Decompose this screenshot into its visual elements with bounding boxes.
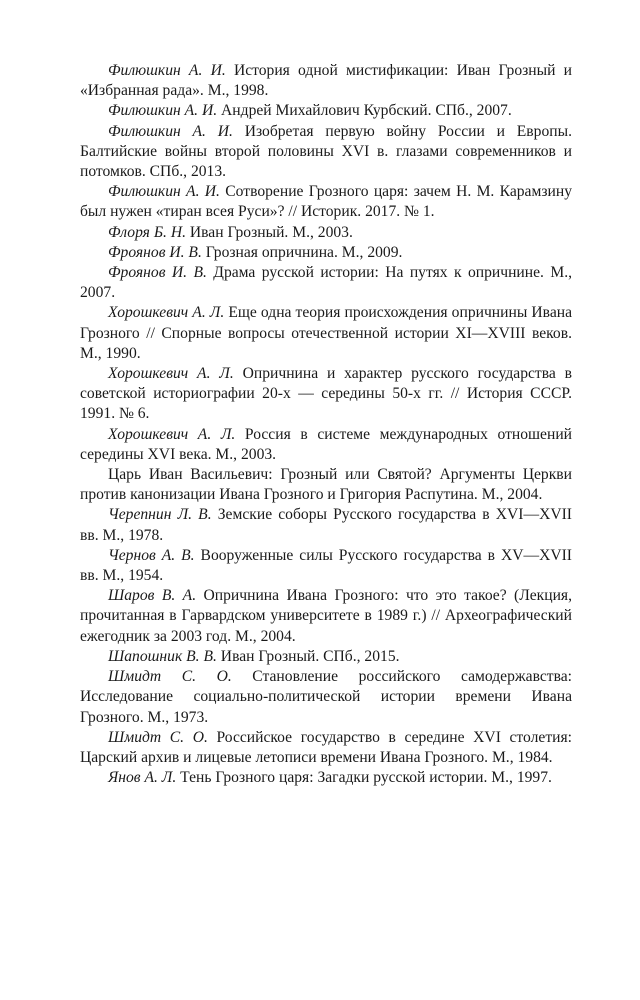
bibliography-entry <box>80 425 572 465</box>
entry-text: Российское государство в середине XVI столетия: Царский архив и лицевые летописи времени Ивана Грозного. М., 1984. <box>80 728 572 766</box>
bibliography-entry <box>80 465 572 505</box>
entry-text: История одной мистификации: Иван Грозный и «Избранная рада». М., 1998. <box>80 62 572 100</box>
entry-author: Филюшкин А. И. <box>108 122 233 140</box>
entry-author: Шмидт С. О. <box>108 668 232 686</box>
entry-author: Шмидт С. О. <box>108 728 208 746</box>
bibliography-entry <box>80 546 572 586</box>
entry-text: Земские соборы Русского государства в XVI—XVII вв. М., 1978. <box>80 506 572 544</box>
entry-author: Филюшкин А. И. <box>108 62 226 79</box>
entry-text: Иван Грозный. М., 2003. <box>185 223 353 241</box>
bibliography-entry <box>80 768 572 788</box>
entry-author: Шапошник В. В. <box>108 647 217 665</box>
entry-text: Драма русской истории: На путях к опричнине. М., 2007. <box>80 264 572 302</box>
bibliography-entry <box>80 364 572 425</box>
bibliography-entry <box>80 243 572 263</box>
entry-text: Россия в системе международных отношений середины XVI века. М., 2003. <box>80 425 573 463</box>
bibliography-entry <box>80 223 572 243</box>
bibliography-entry <box>80 122 572 183</box>
entry-text: Опричнина и характер русского государства в советской историографии 20-х — середины 50-х гг. // История СССР. 1991. № 6. <box>80 365 573 423</box>
bibliography-entry <box>80 303 572 364</box>
entry-text: Вооруженные силы Русского государства в XV—XVII вв. М., 1954. <box>80 546 572 585</box>
entry-author: Черепнин Л. В. <box>108 506 212 524</box>
entry-author: Флоря Б. Н. <box>108 223 186 241</box>
entry-text: Еще одна теория происхождения опричнины Ивана Грозного // Спорные вопросы отечественной истории XI—XVIII веков. М., 1990. <box>80 304 573 362</box>
bibliography-entry <box>80 263 572 303</box>
entry-author: Филюшкин А. И. <box>108 183 220 201</box>
entry-text: Иван Грозный. СПб., 2015. <box>216 647 400 665</box>
entry-author: Филюшкин А. И. <box>108 102 218 120</box>
entry-text: Становление российского самодержавства: Исследование социально-политической истории времени Ивана Грозного. М., 1973. <box>80 668 573 726</box>
entry-author: Фроянов И. В. <box>108 264 207 282</box>
entry-author: Хорошкевич А. Л. <box>108 425 236 443</box>
bibliography-entry <box>80 505 572 545</box>
bibliography-entry <box>80 61 572 101</box>
entry-text: Царь Иван Васильевич: Грозный или Святой? Аргументы Церкви против канонизации Ивана Грозного и Григория Распутина. М., 2004. <box>80 466 572 504</box>
bibliography-entry <box>80 101 572 121</box>
entry-text: Андрей Михайлович Курбский. СПб., 2007. <box>217 102 512 120</box>
bibliography-entry <box>80 182 572 222</box>
entry-author: Чернов А. В. <box>108 546 195 564</box>
bibliography-entry <box>80 667 572 728</box>
entry-author: Хорошкевич А. Л. <box>108 304 225 322</box>
entry-text: Опричнина Ивана Грозного: что это такое? (Лекция, прочитанная в Гарвардском университете в 1989 г.) // Археографический ежегодник за 2003 год. М., 2004. <box>80 587 572 645</box>
entry-text: Тень Грозного царя: Загадки русской истории. М., 1997. <box>176 769 552 787</box>
bibliography-list <box>80 61 572 788</box>
entry-author: Шаров В. А. <box>108 587 197 605</box>
bibliography-entry <box>80 647 572 667</box>
entry-text: Изобретая первую войну России и Европы. Балтийские войны второй половины XVI в. глазами современников и потомков. СПб., 2013. <box>80 122 572 181</box>
bibliography-entry <box>80 586 572 647</box>
entry-text: Грозная опричнина. М., 2009. <box>201 243 403 261</box>
bibliography-entry <box>80 728 572 768</box>
entry-author: Янов А. Л. <box>108 769 177 787</box>
entry-author: Хорошкевич А. Л. <box>108 365 234 383</box>
entry-author: Фроянов И. В. <box>108 243 202 261</box>
entry-text: Сотворение Грозного царя: зачем Н. М. Карамзину был нужен «тиран всея Руси»? // Историк. 2017. № 1. <box>80 183 572 221</box>
